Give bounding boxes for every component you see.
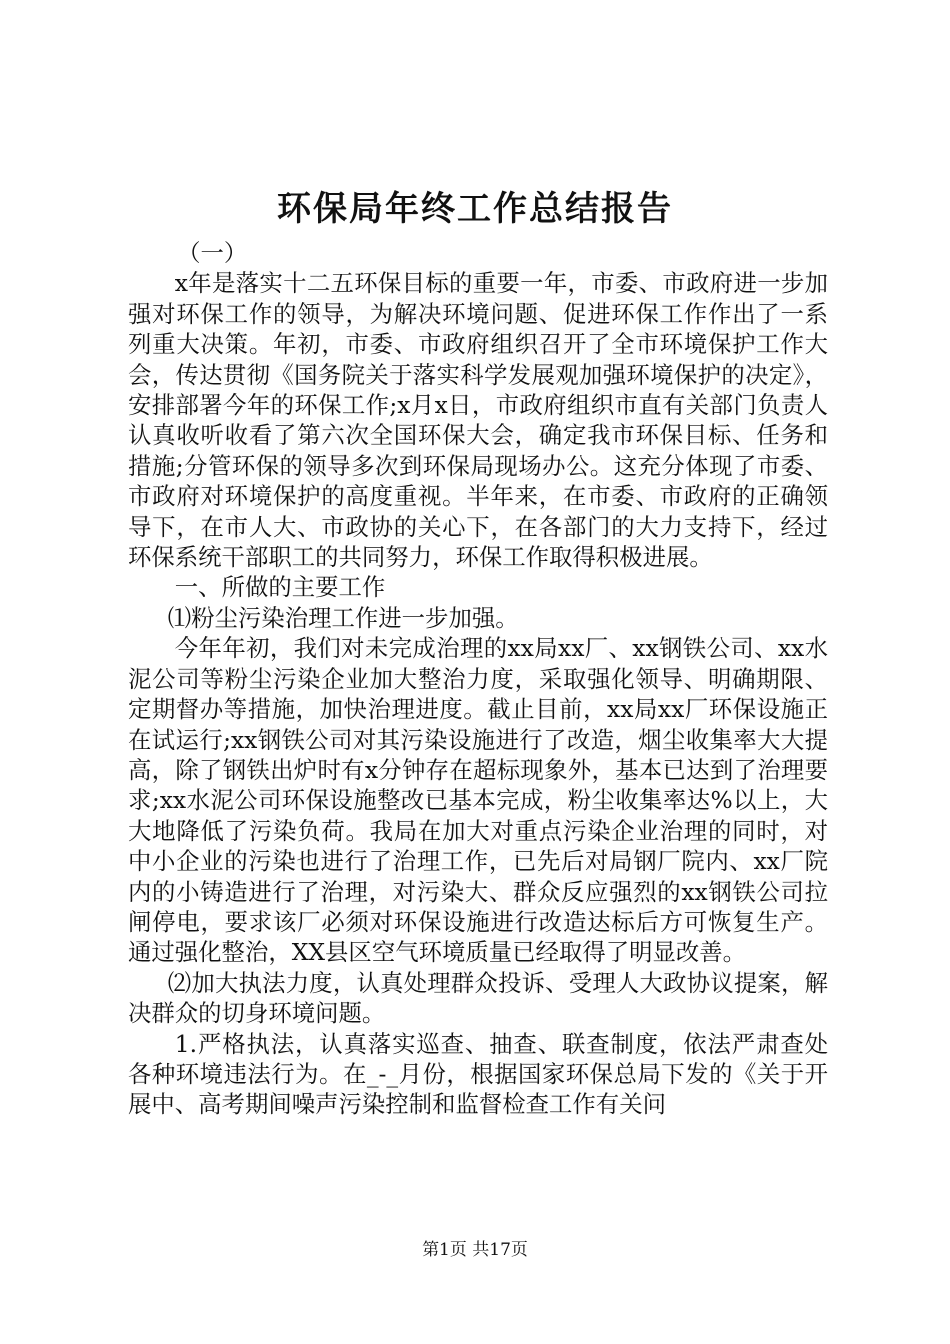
document-title: 环保局年终工作总结报告: [277, 189, 673, 229]
section-heading: 一、所做的主要工作: [174, 573, 386, 602]
subsection-heading-1: ⑴粉尘污染治理工作进一步加强。: [167, 603, 519, 632]
section-number: （一）: [177, 239, 248, 267]
document-body: [128, 238, 828, 1120]
enforcement-paragraph: 1.严格执法，认真落实巡查、抽查、联查制度，依法严肃查处各种环境违法行为。在_-_月份，根据国家环保总局下发的《关于开展中、高考期间噪声污染控制和监督检查工作有关问: [128, 1029, 828, 1119]
intro-paragraph: x年是落实十二五环保目标的重要一年，市委、市政府进一步加强对环保工作的领导，为解决环境问题、促进环保工作作出了一系列重大决策。年初，市委、市政府组织召开了全市环境保护工作大会，传达贯彻《国务院关于落实科学发展观加强环境保护的决定》，安排部署今年的环保工作;x月x日，市政府组织市直有关部门负责人认真收听收看了第六次全国环保大会，确定我市环保目标、任务和措施;分管环保的领导多次到环保局现场办公。这充分体现了市委、市政府对环境保护的高度重视。半年来，在市委、市政府的正确领导下，在市人大、市政协的关心下，在各部门的大力支持下，经过环保系统干部职工的共同努力，环保工作取得积极进展。: [128, 269, 828, 572]
dust-pollution-paragraph: 今年年初，我们对未完成治理的xx局xx厂、xx钢铁公司、xx水泥公司等粉尘污染企业加大整治力度，采取强化领导、明确期限、定期督办等措施，加快治理进度。截止目前，xx局xx厂环保设施正在试运行;xx钢铁公司对其污染设施进行了改造，烟尘收集率大大提高，除了钢铁出炉时有x分钟存在超标现象外，基本已达到了治理要求;xx水泥公司环保设施整改已基本完成，粉尘收集率达%以上，大大地降低了污染负荷。我局在加大对重点污染企业治理的同时，对中小企业的污染也进行了治理工作，已先后对局钢厂院内、xx厂院内的小铸造进行了治理，对污染大、群众反应强烈的xx钢铁公司拉闸停电，要求该厂必须对环保设施进行改造达标后方可恢复生产。通过强化整治，XX县区空气环境质量已经取得了明显改善。: [128, 634, 828, 967]
subsection-heading-2: ⑵加大执法力度，认真处理群众投诉、受理人大政协议提案，解决群众的切身环境问题。: [128, 968, 828, 1028]
page-footer: 第1页 共17页: [422, 1240, 528, 1260]
